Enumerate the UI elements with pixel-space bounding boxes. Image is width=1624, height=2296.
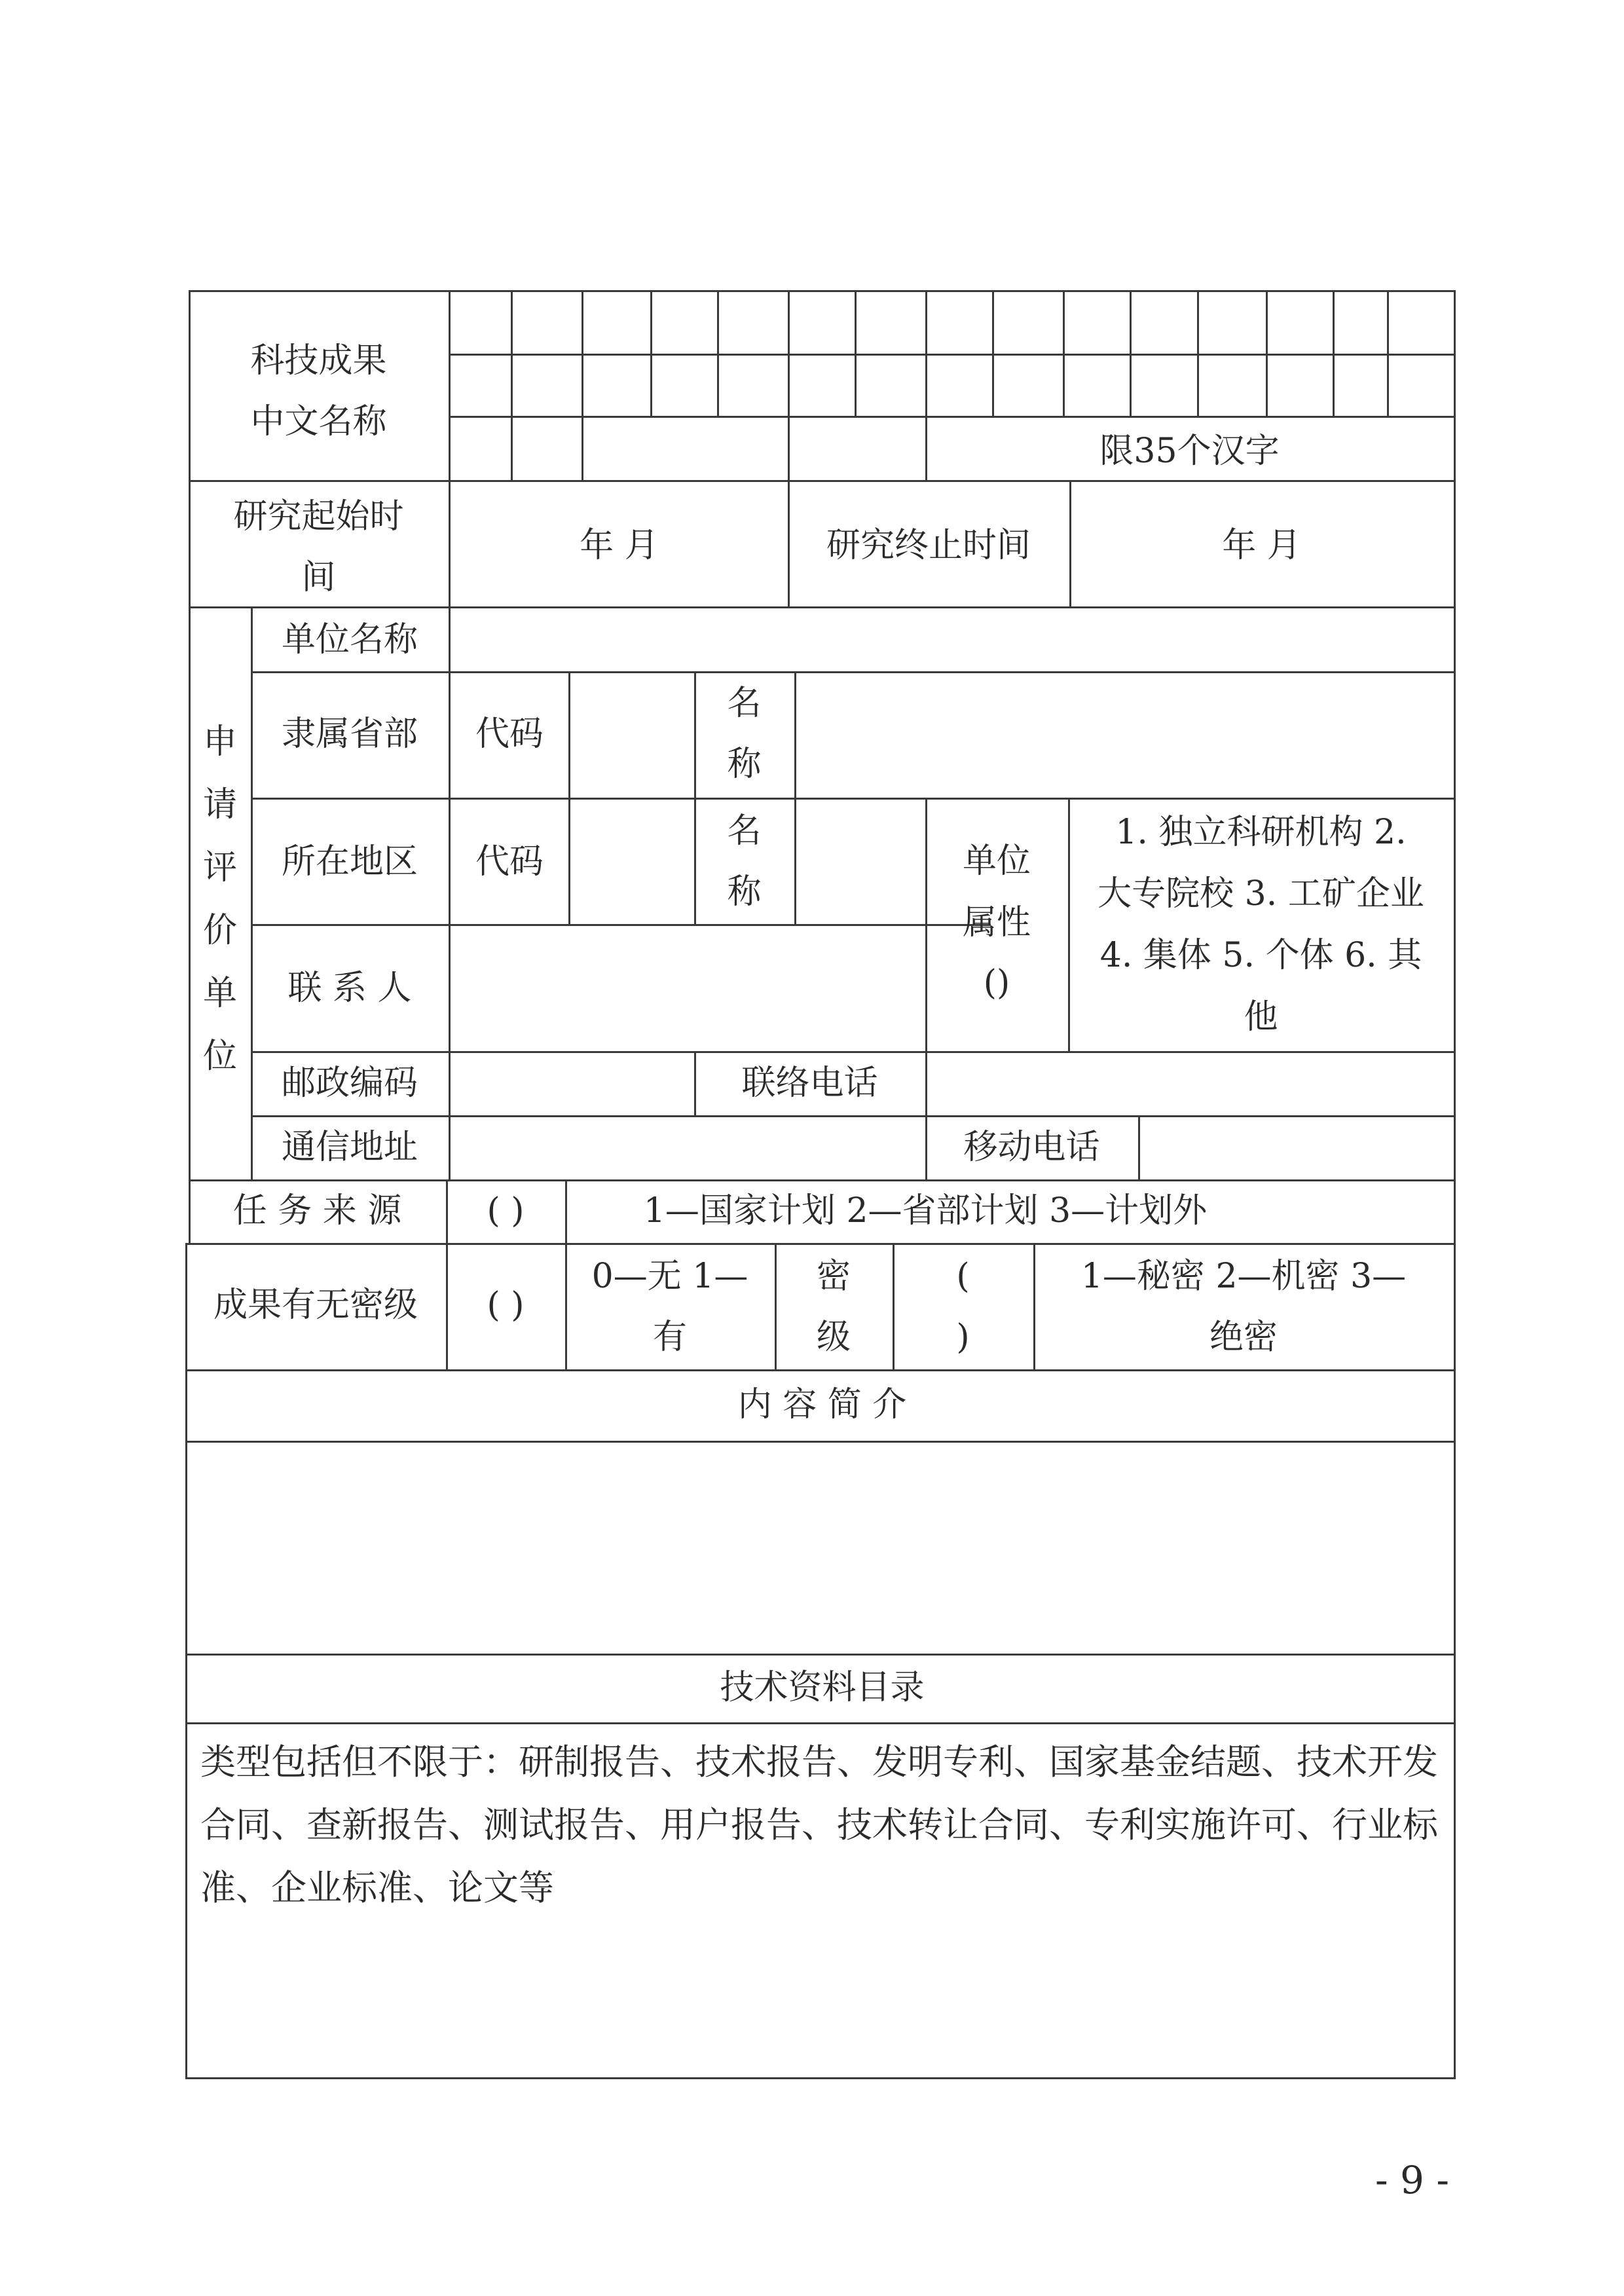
secret-level-paren-open[interactable]: ( <box>956 1257 970 1296</box>
region-name-label-1: 名 <box>727 811 762 851</box>
task-source-label: 任 务 来 源 <box>232 1191 402 1231</box>
unit-attr-label-3: () <box>983 963 1010 1003</box>
page-number: - 9 - <box>1375 2158 1449 2202</box>
applicant-group-text: 申请评价单位 <box>202 722 237 1076</box>
grid-line <box>185 1441 1456 1443</box>
materials-header: 技术资料目录 <box>720 1668 925 1707</box>
secret-label: 成果有无密级 <box>213 1286 418 1325</box>
grid-line <box>650 290 652 416</box>
region-code-label: 代码 <box>475 842 544 881</box>
grid-line <box>1333 290 1335 416</box>
region-label: 所在地区 <box>281 842 418 881</box>
grid-line <box>1454 290 1456 2079</box>
end-time-label: 研究终止时间 <box>826 526 1031 565</box>
postal-label: 邮政编码 <box>281 1064 418 1103</box>
grid-line <box>717 290 719 416</box>
secret-options-line1: 1—秘密 2—机密 3— <box>1080 1257 1407 1296</box>
grid-line <box>185 1654 1456 1656</box>
ministry-code-label: 代码 <box>475 714 544 754</box>
unit-attr-label-1: 单位 <box>962 842 1031 881</box>
grid-line <box>1130 290 1132 416</box>
title-label-line1: 科技成果 <box>250 341 387 380</box>
secret-level-line1: 密 <box>816 1257 851 1296</box>
grid-line <box>185 1243 187 2079</box>
mobile-label: 移动电话 <box>963 1128 1100 1167</box>
unit-attr-label-2: 属性 <box>962 903 1031 942</box>
grid-line <box>185 1722 1456 1724</box>
applicant-group-label-vertical <box>194 711 246 1088</box>
unit-name-label: 单位名称 <box>281 620 418 659</box>
secret-yn-line2: 有 <box>652 1318 687 1357</box>
unit-attr-option-2: 大专院校 3. 工矿企业 <box>1098 874 1424 914</box>
phone-label: 联络电话 <box>741 1064 878 1103</box>
region-name-label-2: 称 <box>727 872 762 912</box>
secret-paren[interactable]: ( ) <box>487 1286 525 1325</box>
grid-line <box>251 798 1456 800</box>
summary-header: 内 容 简 介 <box>737 1385 907 1424</box>
grid-line <box>185 1369 1456 1371</box>
grid-line <box>251 671 1456 673</box>
materials-note: 类型包括但不限于：研制报告、技术报告、发明专利、国家基金结题、技术开发合同、查新报告、测试报告、用户报告、技术转让合同、专利实施许可、行业标准、企业标准、论文等 <box>200 1741 1438 1908</box>
grid-line <box>451 416 1456 418</box>
grid-line <box>1063 290 1065 416</box>
ministry-name-label-2: 称 <box>727 745 762 784</box>
grid-line <box>568 671 570 924</box>
contact-label: 联 系 人 <box>287 969 412 1008</box>
grid-line <box>451 354 1456 356</box>
grid-line <box>1138 1115 1140 1179</box>
evaluation-form <box>189 290 1456 2079</box>
secret-yn-line1: 0—无 1— <box>591 1257 748 1296</box>
name-limit-note: 限35个汉字 <box>1099 432 1280 471</box>
task-source-options: 1—国家计划 2—省部计划 3—计划外 <box>643 1191 1208 1231</box>
grid-line <box>185 1243 1456 1245</box>
start-time-label-line1: 研究起始时 <box>233 497 404 536</box>
grid-line <box>185 2077 1456 2079</box>
grid-line <box>581 290 583 480</box>
grid-line <box>511 290 513 480</box>
title-label-line2: 中文名称 <box>250 402 387 441</box>
grid-line <box>1197 290 1199 416</box>
unit-attr-option-3: 4. 集体 5. 个体 6. 其 <box>1099 936 1422 975</box>
grid-line <box>1387 290 1389 416</box>
ministry-label: 隶属省部 <box>281 714 418 754</box>
grid-line <box>992 290 994 416</box>
ministry-name-label-1: 名 <box>727 684 762 723</box>
unit-attr-option-1: 1. 独立科研机构 2. <box>1115 813 1407 852</box>
grid-line <box>794 671 796 924</box>
address-label: 通信地址 <box>281 1128 418 1167</box>
secret-level-line2: 级 <box>816 1318 851 1357</box>
end-time-field[interactable]: 年 月 <box>1222 526 1301 565</box>
grid-line <box>1266 290 1268 416</box>
grid-line <box>251 924 991 926</box>
unit-attr-option-4: 他 <box>1244 997 1278 1037</box>
task-source-paren[interactable]: ( ) <box>487 1191 525 1231</box>
secret-level-paren-close[interactable]: ) <box>956 1318 970 1357</box>
grid-line <box>855 290 857 416</box>
start-time-field[interactable]: 年 月 <box>580 526 659 565</box>
secret-options-line2: 绝密 <box>1209 1318 1278 1357</box>
start-time-label-line2: 间 <box>301 558 336 597</box>
